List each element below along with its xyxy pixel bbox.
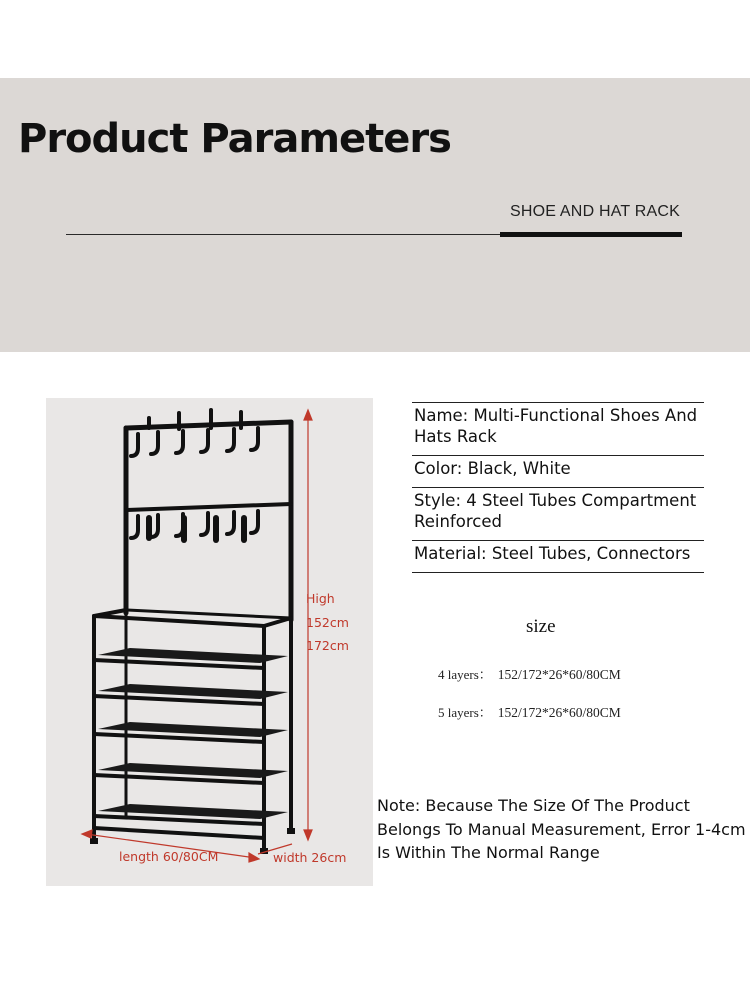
size-row-5-layers	[438, 702, 621, 721]
height-label: High	[306, 591, 335, 606]
header-banner	[0, 78, 750, 352]
length-label: length 60/80CM	[119, 849, 219, 864]
measurement-note: Note: Because The Size Of The Product Belongs To Manual Measurement, Error 1-4cm Is Within The Normal Range	[377, 796, 746, 862]
shoe-rack-product-image	[46, 398, 373, 886]
spec-color: Color: Black, White	[412, 455, 704, 487]
spec-style: Style: 4 Steel Tubes Compartment Reinforced	[412, 487, 704, 540]
size-row-value: 152/172*26*60/80CM	[497, 705, 621, 720]
size-row-label: 4 layers：	[438, 667, 492, 682]
product-image-panel	[46, 398, 373, 886]
height-value-172: 172cm	[306, 638, 349, 653]
height-value-152: 152cm	[306, 615, 349, 630]
spec-name: Name: Multi-Functional Shoes And Hats Rack	[412, 402, 704, 455]
banner-divider-accent	[500, 232, 682, 237]
width-label: width 26cm	[273, 850, 347, 865]
size-heading: size	[526, 616, 556, 637]
page-title: Product Parameters	[18, 116, 451, 162]
spec-material: Material: Steel Tubes, Connectors	[412, 540, 704, 573]
banner-subtitle: SHOE AND HAT RACK	[510, 203, 680, 220]
size-row-4-layers	[438, 664, 621, 683]
size-row-value: 152/172*26*60/80CM	[497, 667, 621, 682]
size-row-label: 5 layers：	[438, 705, 492, 720]
spec-list	[412, 402, 704, 573]
